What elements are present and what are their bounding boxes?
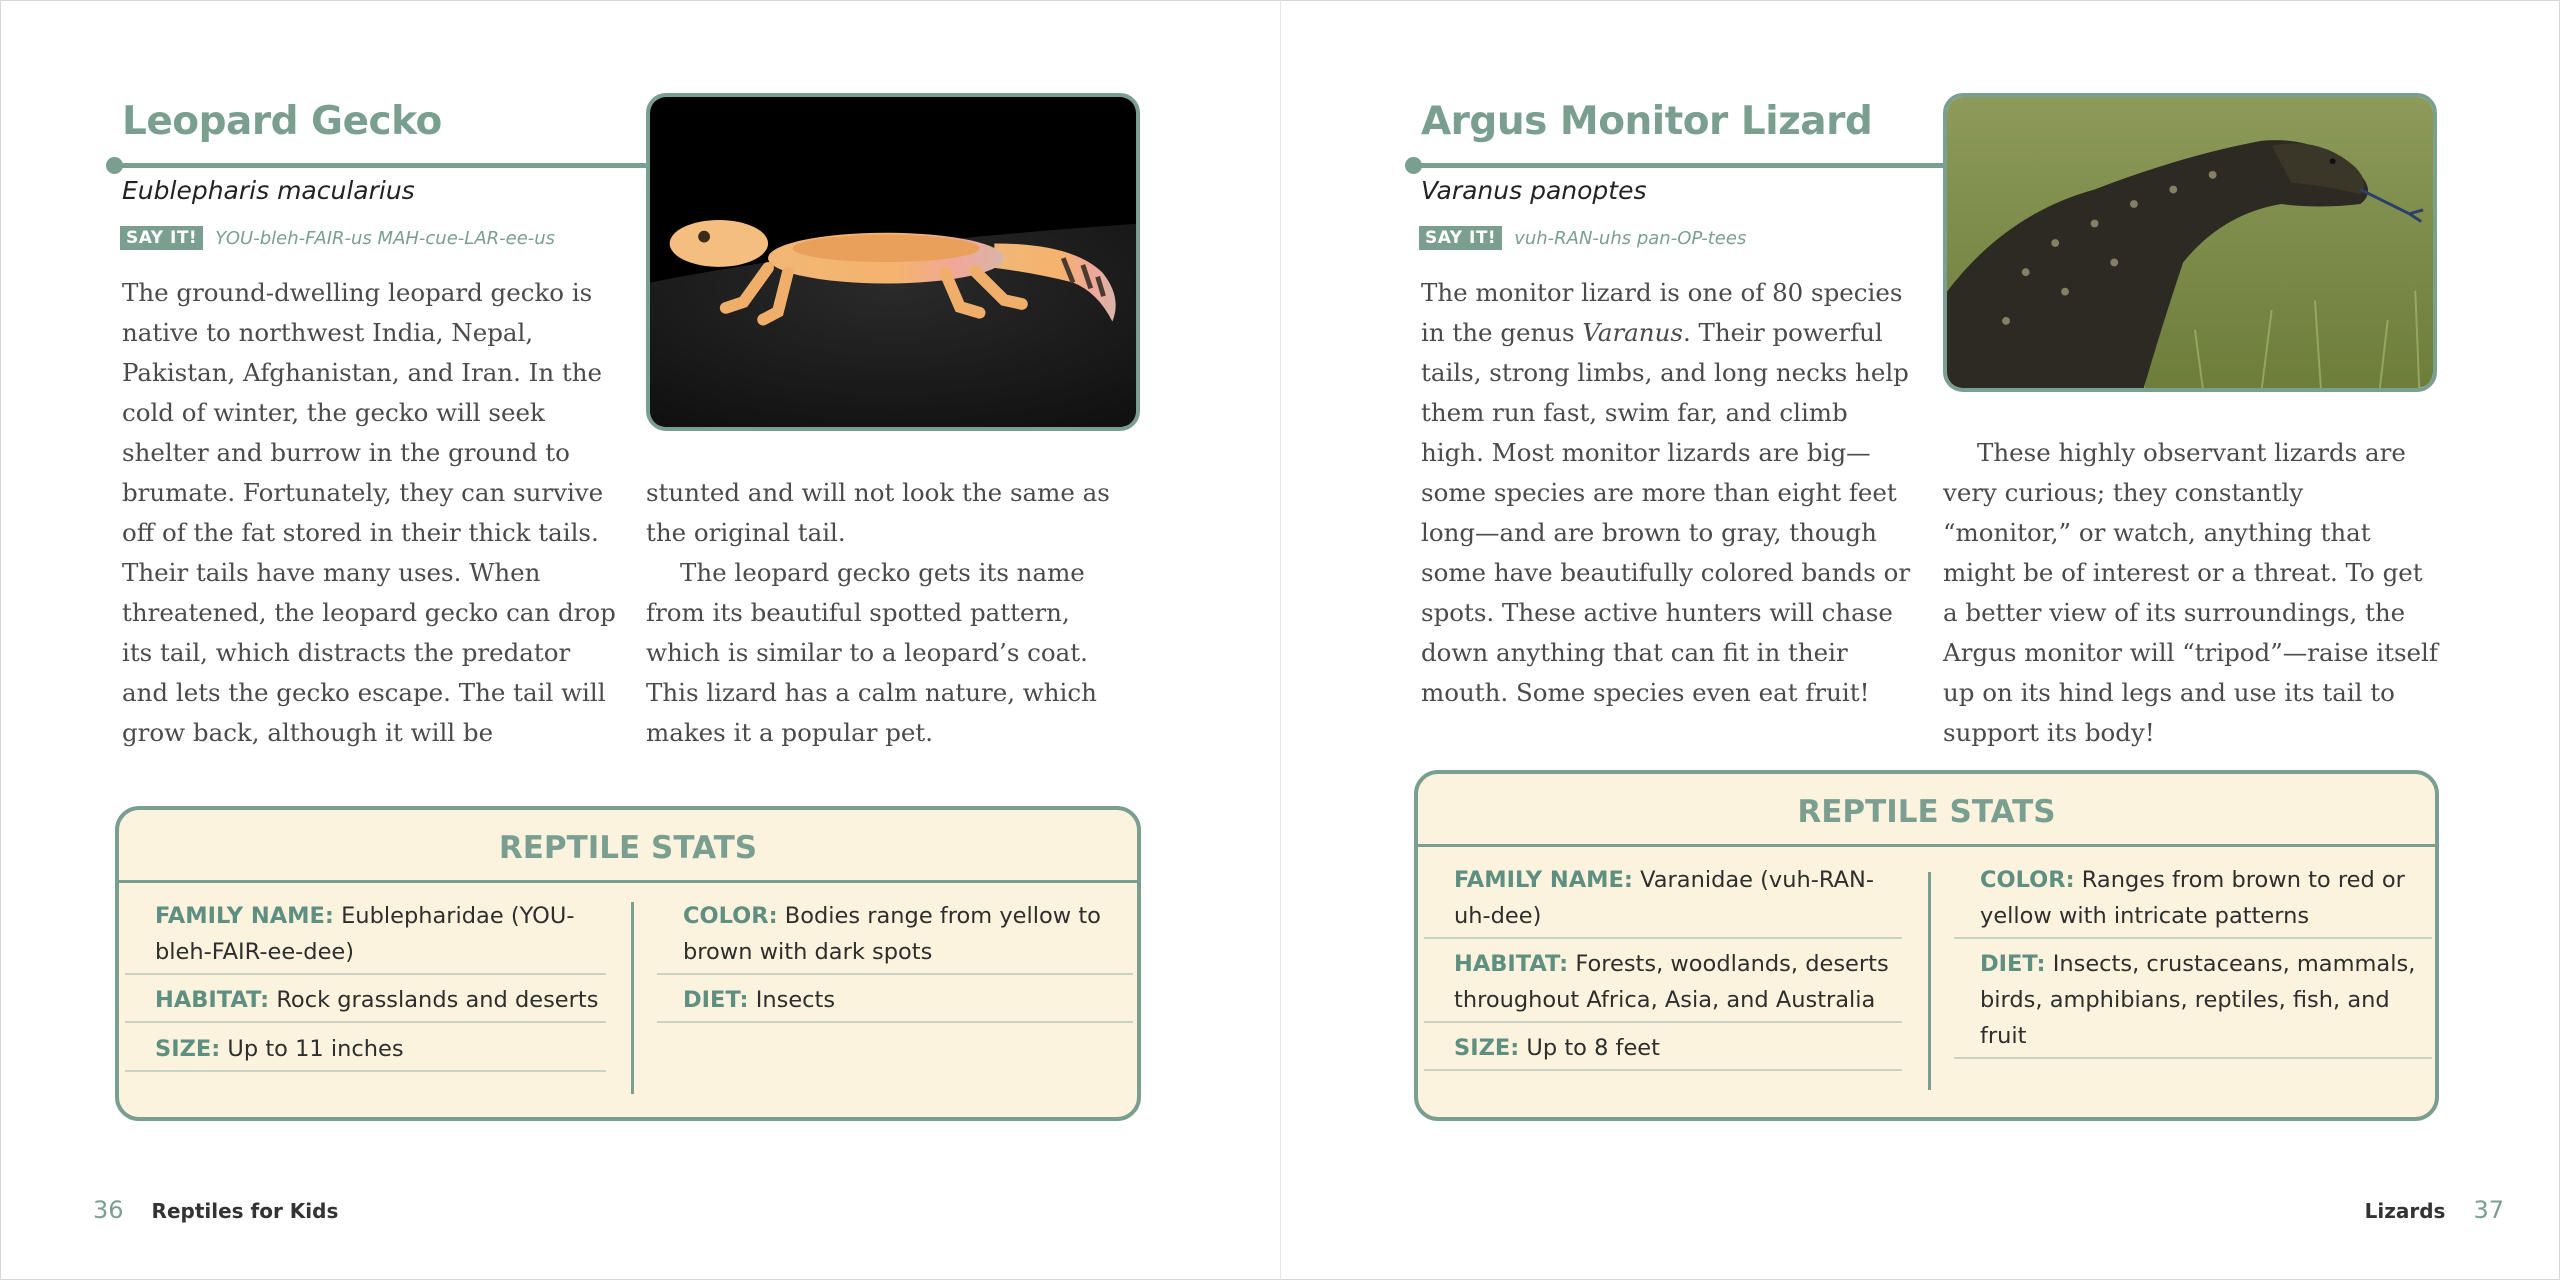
leopard-gecko-title: Leopard Gecko [122, 99, 442, 144]
page-number: 36 [93, 1196, 124, 1224]
stat-size [1424, 1030, 1902, 1071]
pronunciation: vuh-RAN-uhs pan-OP-tees [1514, 227, 1747, 249]
right-page [1280, 0, 2560, 1280]
running-head: Reptiles for Kids [151, 1199, 339, 1223]
stat-color-value: Bodies range from yellow to brown with dark spots [683, 903, 1101, 965]
genus-italic: Varanus [1582, 318, 1683, 347]
monitor-illustration [1947, 97, 2433, 388]
stat-color-label: COLOR: [1980, 867, 2075, 893]
stat-size [125, 1031, 606, 1072]
stat-family-value: Varanidae (vuh-RAN-uh-dee) [1454, 867, 1874, 929]
title-rule-line [1413, 163, 1943, 168]
stat-color [657, 898, 1133, 975]
stat-diet [1954, 946, 2432, 1059]
reptile-stats-box [1414, 770, 2439, 1121]
stat-size-label: SIZE: [155, 1036, 221, 1062]
scientific-name: Eublepharis macularius [122, 176, 415, 205]
stats-divider [119, 880, 1137, 883]
body-paragraph: The ground-dwelling leopard gecko is native to northwest India, Nepal, Pakistan, Afghanistan, and Iran. In the cold of winter, the gecko will seek shelter and burrow in the ground to brumate. Fortunately, they can survive off of the fat stored in their thick tails. Their tails have many uses. When threatened, the leopard gecko can drop its tail, which distracts the predator and lets the gecko escape. The tail will grow back, although it will be [122, 278, 616, 747]
body-column-1 [122, 273, 617, 753]
stats-title: REPTILE STATS [498, 830, 758, 866]
stat-family-value: Eublepharidae (YOU-bleh-FAIR-ee-dee) [155, 903, 575, 965]
stats-column-divider [631, 902, 634, 1094]
say-it-row [120, 226, 555, 250]
body-text-b: . Their powerful tails, strong limbs, and long necks help them run fast, swim far, and climb high. Most monitor lizards are big—some species are more than eight feet long—and are brown to gray, though some have beautifully colored bands or spots. These active hunters will chase down anything that can fit in their mouth. Some species even eat fruit! [1421, 318, 1911, 707]
running-head: Lizards [2364, 1199, 2446, 1223]
stat-habitat-value: Rock grasslands and deserts [276, 987, 599, 1013]
body-column-2 [646, 473, 1141, 753]
scientific-name: Varanus panoptes [1421, 176, 1647, 205]
stats-title: REPTILE STATS [1797, 794, 2056, 830]
say-it-row [1419, 226, 1746, 250]
body-column-1 [1421, 273, 1916, 713]
page-number: 37 [2473, 1196, 2504, 1224]
body-column-2 [1943, 433, 2438, 753]
stat-size-label: SIZE: [1454, 1035, 1520, 1061]
stat-diet-value: Insects, crustaceans, mammals, birds, amphibians, reptiles, fish, and fruit [1980, 951, 2416, 1049]
stat-size-value: Up to 8 feet [1526, 1035, 1660, 1061]
stat-color [1954, 862, 2432, 939]
say-it-badge: SAY IT! [120, 226, 203, 250]
folio-right [2365, 1196, 2504, 1224]
argus-monitor-photo [1943, 93, 2437, 392]
stat-color-value: Ranges from brown to red or yellow with intricate patterns [1980, 867, 2405, 929]
stat-diet [657, 982, 1133, 1023]
stat-color-label: COLOR: [683, 903, 778, 929]
stats-divider [1418, 844, 2435, 847]
body-paragraph-name-origin: The leopard gecko gets its name from its beautiful spotted pattern, which is similar to a leopard’s coat. This lizard has a calm nature, which makes it a popular pet. [646, 558, 1097, 747]
stat-habitat-label: HABITAT: [1454, 951, 1569, 977]
gecko-illustration [650, 97, 1136, 427]
stat-diet-label: DIET: [683, 987, 749, 1013]
body-paragraph-continued: stunted and will not look the same as the original tail. [646, 478, 1110, 547]
stat-diet-label: DIET: [1980, 951, 2046, 977]
stat-family-label: FAMILY NAME: [1454, 867, 1633, 893]
argus-monitor-title: Argus Monitor Lizard [1421, 99, 1873, 144]
reptile-stats-box [115, 806, 1141, 1121]
stat-habitat [125, 982, 606, 1023]
leopard-gecko-photo [646, 93, 1140, 431]
stat-family [1424, 862, 1902, 939]
stat-habitat [1424, 946, 1902, 1023]
stat-habitat-label: HABITAT: [155, 987, 270, 1013]
folio-left [93, 1196, 338, 1224]
body-paragraph-observant: These highly observant lizards are very curious; they constantly “monitor,” or watch, anything that might be of interest or a threat. To get a better view of its surroundings, the Argus monitor will “tripod”—raise itself up on its hind legs and use its tail to support its body! [1943, 438, 2438, 747]
body-text-a: The monitor lizard is one of 80 species in the genus [1421, 278, 1903, 347]
stat-diet-value: Insects [755, 987, 836, 1013]
pronunciation: YOU-bleh-FAIR-us MAH-cue-LAR-ee-us [215, 227, 556, 249]
stat-family [125, 898, 606, 975]
say-it-badge: SAY IT! [1419, 226, 1502, 250]
body-paragraph [1421, 273, 1916, 713]
stat-family-label: FAMILY NAME: [155, 903, 334, 929]
title-rule-line [114, 163, 649, 168]
stats-column-divider [1928, 872, 1931, 1090]
stat-habitat-value: Forests, woodlands, deserts throughout Africa, Asia, and Australia [1454, 951, 1889, 1013]
stat-size-value: Up to 11 inches [227, 1036, 404, 1062]
